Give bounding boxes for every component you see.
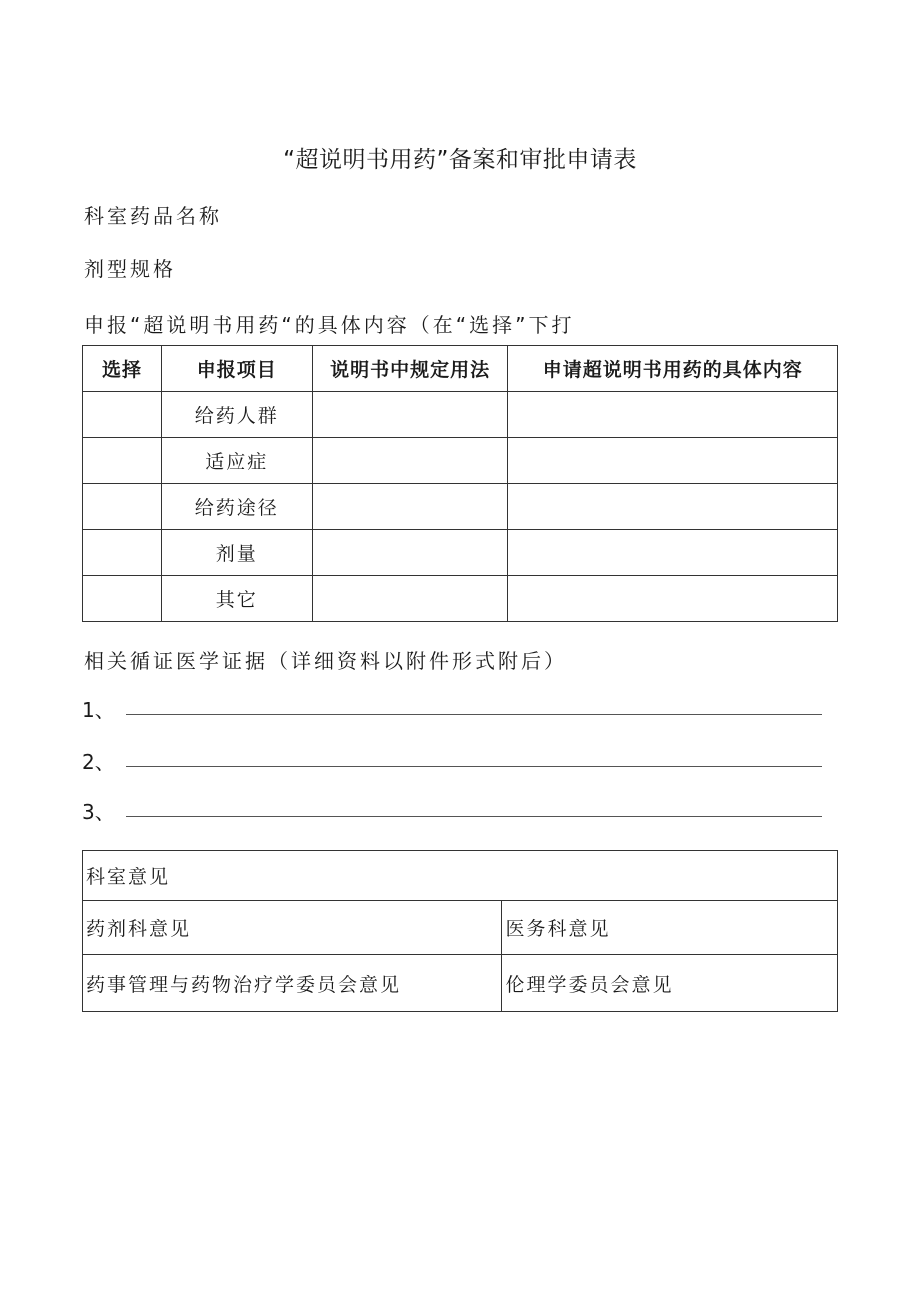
table-row [83,576,838,622]
header-label-usage: 说明书中规定用法 [312,346,508,392]
table-header-row [83,346,838,392]
off-label-content-cell[interactable] [508,392,838,438]
item-cell: 适应症 [161,438,312,484]
table-row [83,901,838,955]
department-opinion-cell[interactable]: 科室意见 [83,851,838,901]
department-drug-name-label: 科室药品名称 [84,204,222,228]
label-usage-cell[interactable] [312,576,508,622]
label-usage-cell[interactable] [312,438,508,484]
select-cell[interactable] [83,484,162,530]
select-cell[interactable] [83,576,162,622]
item-cell: 其它 [161,576,312,622]
pharmacy-committee-opinion-cell[interactable]: 药事管理与药物治疗学委员会意见 [83,955,502,1012]
header-off-label-content: 申请超说明书用药的具体内容 [508,346,838,392]
evidence-input-3[interactable] [126,816,822,817]
header-item: 申报项目 [161,346,312,392]
evidence-number-2: 2、 [82,750,115,774]
select-cell[interactable] [83,530,162,576]
evidence-number-1: 1、 [82,698,115,722]
evidence-input-1[interactable] [126,714,822,715]
table-row [83,392,838,438]
label-usage-cell[interactable] [312,484,508,530]
table-row [83,484,838,530]
table-row [83,955,838,1012]
header-select: 选择 [83,346,162,392]
off-label-content-cell[interactable] [508,530,838,576]
table-row [83,851,838,901]
evidence-number-3: 3、 [82,800,115,824]
off-label-content-cell[interactable] [508,438,838,484]
opinion-table [82,850,838,1012]
evidence-input-2[interactable] [126,766,822,767]
table-row [83,438,838,484]
item-cell: 给药人群 [161,392,312,438]
ethics-committee-opinion-cell[interactable]: 伦理学委员会意见 [502,955,838,1012]
dosage-form-spec-label: 剂型规格 [84,257,176,281]
off-label-content-cell[interactable] [508,576,838,622]
item-cell: 给药途径 [161,484,312,530]
label-usage-cell[interactable] [312,392,508,438]
declaration-intro: 申报“超说明书用药“的具体内容（在“选择”下打 [84,313,575,337]
item-cell: 剂量 [161,530,312,576]
label-usage-cell[interactable] [312,530,508,576]
medical-affairs-opinion-cell[interactable]: 医务科意见 [502,901,838,955]
pharmacy-opinion-cell[interactable]: 药剂科意见 [83,901,502,955]
select-cell[interactable] [83,392,162,438]
off-label-content-cell[interactable] [508,484,838,530]
declaration-table [82,345,838,622]
select-cell[interactable] [83,438,162,484]
evidence-heading: 相关循证医学证据（详细资料以附件形式附后） [84,649,567,673]
table-row [83,530,838,576]
page-title: “超说明书用药”备案和审批申请表 [283,147,637,173]
